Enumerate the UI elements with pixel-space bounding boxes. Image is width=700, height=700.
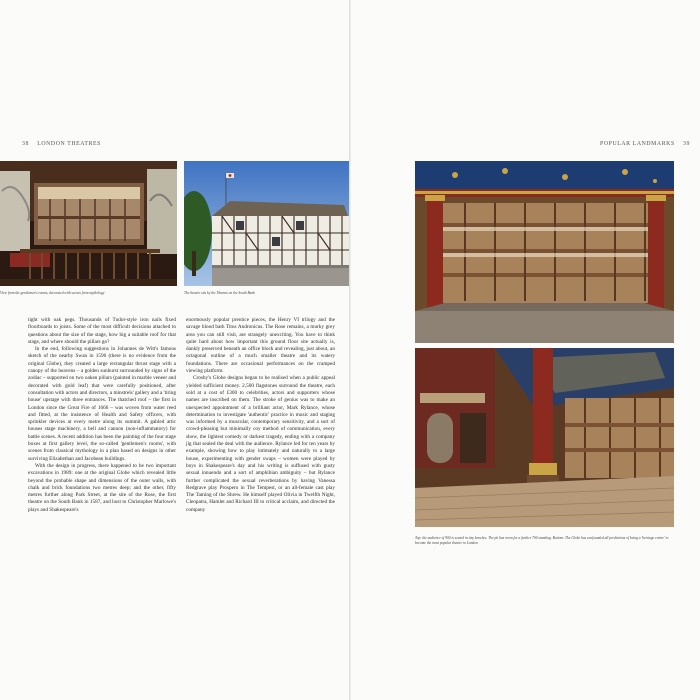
body-column-2 xyxy=(186,317,335,514)
running-head-left xyxy=(22,141,101,147)
stage-pillar-interior-photo xyxy=(415,348,674,527)
photo-caption-left-2: The theatre sits by the Thames on the South Bank xyxy=(184,291,255,295)
paragraph: enormously popular prentice pieces, the Henry VI trilogy and the savage blood bath Titus Andronicus. The Rose remains, a murky grey area you can still visit, are strangely unexciting. You have to think quite hard about how important this ground floor site actually is, dankly preserved beneath an office block and revealing, just about, an octagonal outline of a much smaller theatre and its watery foundations. There are occasional performances on the cramped viewing platform. xyxy=(186,317,335,375)
paragraph: Crosby's Globe designs began to be realised when a public appeal yielded sufficient money. 2,500 flagstones surround the theatre, each sold at a cost of £300 to celebrities, actors and supporters whose names are inscribed on them. The stroke of genius was to make an unexpected appointment of a brilliant actor, Mark Rylance, whose determination to investigate 'authentic' practice in music and staging was informed by a muscular, contemporary sensitivity, and a sort of crowd-pleasing but minimally coy method of communication, every show, the lightest comedy or darkest tragedy, ending with a company jig that sealed the deal with the audience. Rylance led for ten years by example, showing how to play intimately and naturally to a large house, experimenting with gender swaps – women were played by boys in Shakespeare's day and his writing is suffused with gusty sexual innuendo and a sort of amphibian ambiguity – but Rylance further complicated the sexual reverberations by having Vanessa Redgrave play Prospero in The Tempest, or an all-female cast play The Taming of the Shrew. He himself played Olivia in Twelfth Night, Cleopatra, Hamlet and Richard III to critical acclaim, and directed the company xyxy=(186,375,335,513)
folio-left: 38 xyxy=(22,141,29,147)
right-page xyxy=(351,0,700,700)
body-column-1 xyxy=(28,317,176,514)
section-title-left: LONDON THEATRES xyxy=(37,141,102,147)
paragraph: In the end, following suggestions in Johannes de Witt's famous sketch of the nearby Swan in 1596 (there is no evidence from the original Globe), they created a large rectangular thrust stage with a canopy of the heavens – a golden sunburst surrounded by signs of the zodiac – supported on two oaken pillars (painted in marble veneer and decorated with gold leaf) that were carefully positioned, after consultation with actors and directors, a minstrels' gallery and a 'tiring house' upstage with three entrances. The thatched roof – the first in London since the Great Fire of 1666 – was woven from water reed and fitted, at the insistence of Health and Safety officers, with sprinkler devices at every metre along its summit. A gabled attic houses stage machinery, a bell and cannon (non-inflammatory) for battle scenes. A recent addition has been the painting of the four stage boxes at first gallery level, the so-called 'gentlemen's rooms', with scenes from classical mythology in a plan based on designs in other surviving Elizabethan and Jacobean buildings. xyxy=(28,346,176,462)
photo-caption-left-1: View from the gentlemen's rooms, decorated with scenes from mythology xyxy=(0,291,105,295)
paragraph: With the design in progress, there happened to be two important excavations in 1989: one at the original Globe which revealed little beyond the probable shape and dimensions of the outer walls, with chalk and brick foundations two metres deep; and the other, fifty metres further along Park Street, at the site of the Rose, the first theatre on the South Bank in 1587, and host to Christopher Marlowe's plays and Shakespeare's xyxy=(28,462,176,513)
gentlemens-rooms-photo xyxy=(0,161,177,286)
folio-right: 39 xyxy=(683,141,690,147)
left-page xyxy=(0,0,349,700)
section-title-right: POPULAR LANDMARKS xyxy=(600,141,675,147)
photo-caption-right: Top: the audience of 900 is seated in tiny benches. The pit has room for a further 700 standing. Bottom: The Globe has confounded all predictions of being a 'heritage centre' to become the most popular theatre in London xyxy=(415,536,669,545)
globe-exterior-photo xyxy=(184,161,349,286)
running-head-right xyxy=(600,141,690,147)
galleries-interior-photo xyxy=(415,161,674,343)
paragraph: tight with oak pegs. Thousands of Tudor-style iron nails fixed floorboards to joists. Some of the most difficult decisions attached to questions about the size of the stage, how big a suitable roof for that stage, and where should the pillars go? xyxy=(28,317,176,345)
